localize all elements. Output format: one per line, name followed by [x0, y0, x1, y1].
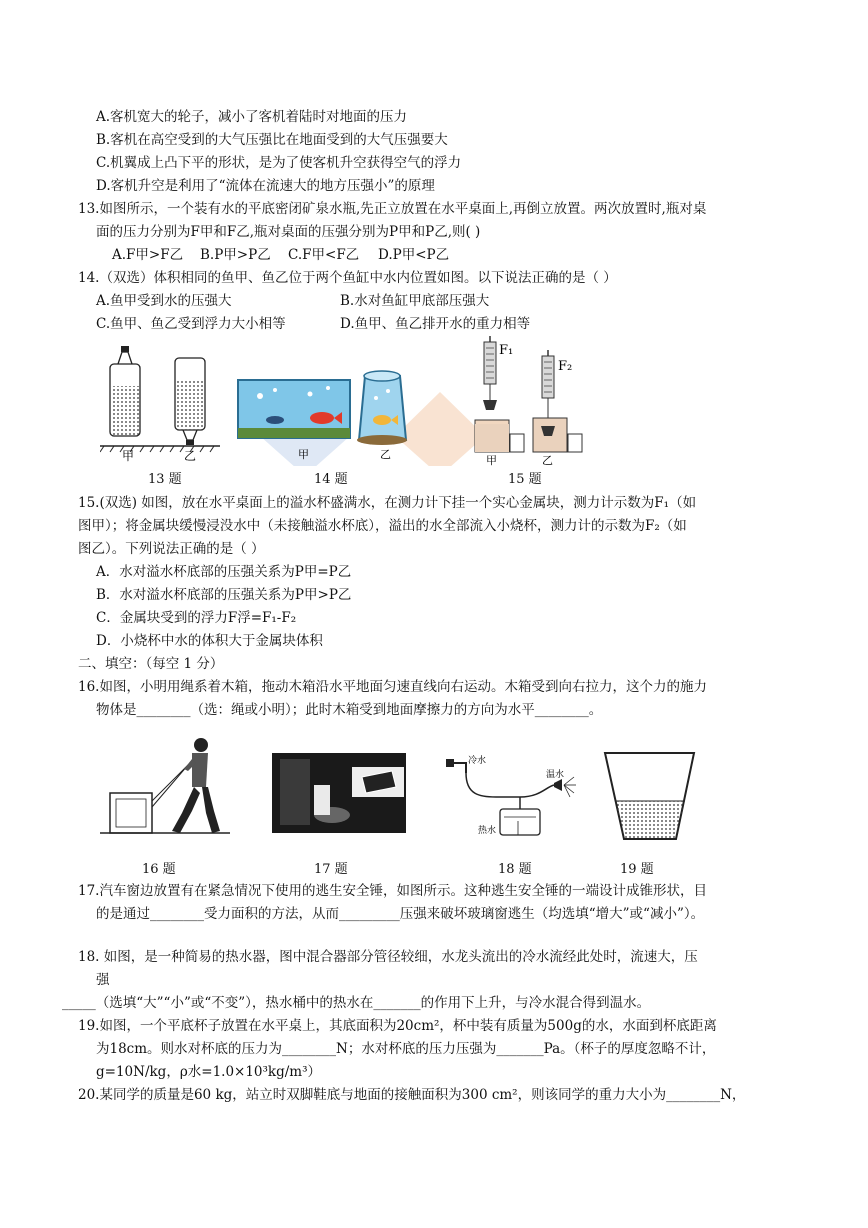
q20-stem-line1: 20.某同学的质量是60 kg，站立时双脚鞋底与地面的接触面积为300 cm²，则该同学的重力大小为________N， [78, 1087, 746, 1103]
q13-option-a: A.F甲>F乙 [112, 247, 184, 263]
watermark-shape [395, 392, 485, 466]
q14-option-c: C.鱼甲、鱼乙受到浮力大小相等 [96, 316, 286, 332]
q13-stem-line1: 13.如图所示，一个装有水的平底密闭矿泉水瓶,先正立放置在水平桌面上,再倒立放置。两次放置时,瓶对桌 [78, 201, 707, 217]
q14-option-d: D.鱼甲、鱼乙排开水的重力相等 [340, 316, 531, 332]
figure-row-13-14-15 [100, 336, 600, 466]
caption-16: 16 题 [142, 862, 176, 877]
label-warm-water: 温水 [546, 770, 565, 780]
caption-14: 14 题 [314, 472, 348, 487]
q14-option-a: A.鱼甲受到水的压强大 [96, 293, 232, 309]
q13-option-d: D.P甲<P乙 [378, 247, 450, 263]
q13-options [112, 244, 468, 266]
q17-stem-line2: 的是通过________受力面积的方法，从而_________压强来破坏玻璃窗逃生（均选填“增大”或“减小”）。 [96, 906, 705, 922]
figure-row-16-19 [100, 735, 700, 845]
section-2-heading: 二、填空：（每空 1 分） [78, 656, 224, 672]
caption-17: 17 题 [314, 862, 348, 877]
cup-with-water-figure [605, 753, 694, 839]
label-yi-13: 乙 [184, 449, 197, 463]
label-jia-15: 甲 [486, 454, 497, 466]
caption-19: 19 题 [620, 862, 654, 877]
escape-hammer-photo [272, 753, 406, 833]
caption-15: 15 题 [508, 472, 542, 487]
label-f2: F₂ [558, 359, 573, 374]
q12-option-b: B.客机在高空受到的大气压强比在地面受到的大气压强要大 [96, 132, 448, 148]
label-jia-14: 甲 [298, 448, 309, 461]
q19-stem-line2: 为18cm。则水对杯底的压力为________N；水对杯底的压力压强为_______Pa。（杯子的厚度忽略不计， [96, 1041, 716, 1057]
q15-option-c: C．金属块受到的浮力F浮=F₁-F₂ [96, 610, 297, 626]
q15-stem-line3: 图乙）。下列说法正确的是（ ） [78, 541, 265, 557]
q15-stem-line1: 15.(双选) 如图，放在水平桌面上的溢水杯盛满水，在测力计下挂一个实心金属块，测力计示数为F₁（如 [78, 495, 697, 511]
label-yi-14: 乙 [380, 448, 391, 461]
fish-tank-yi-figure [357, 371, 407, 445]
label-hot-water: 热水 [478, 826, 497, 836]
q13-option-c: C.F甲<F乙 [288, 247, 360, 263]
label-f1: F₁ [499, 343, 514, 358]
q16-stem-line2: 物体是________（选：绳或小明）；此时木箱受到地面摩擦力的方向为水平________。 [96, 702, 603, 718]
bottle-inverted-figure [175, 358, 205, 445]
q14-stem: 14.（双选）体积相同的鱼甲、鱼乙位于两个鱼缸中水内位置如图。以下说法正确的是（ ） [78, 270, 617, 286]
label-cold-water: 冷水 [468, 756, 487, 766]
fish-tank-jia-figure [238, 380, 350, 438]
q15-option-a: A．水对溢水杯底部的压强关系为P甲=P乙 [96, 564, 352, 580]
q12-option-d: D.客机升空是利用了“流体在流速大的地方压强小”的原理 [96, 178, 435, 194]
q13-option-b: B.P甲>P乙 [200, 247, 271, 263]
q15-option-b: B．水对溢水杯底部的压强关系为P甲>P乙 [96, 587, 352, 603]
q12-option-c: C.机翼成上凸下平的形状，是为了使客机升空获得空气的浮力 [96, 155, 462, 171]
bottle-upright-figure [110, 346, 140, 436]
q19-stem-line3: g=10N/kg，ρ水=1.0×10³kg/m³） [96, 1064, 322, 1080]
q18-stem-line2: 强 [96, 972, 110, 988]
caption-18: 18 题 [498, 862, 532, 877]
q13-stem-line2: 面的压力分别为F甲和F乙,瓶对桌面的压强分别为P甲和P乙,则( ) [96, 224, 481, 240]
label-jia-13: 甲 [122, 449, 135, 463]
person-pulling-box-figure [110, 738, 220, 833]
caption-13: 13 题 [148, 472, 182, 487]
q19-stem-line1: 19.如图，一个平底杯子放置在水平桌上，其底面积为20cm²，杯中装有质量为500g的水，水面到杯底距离 [78, 1018, 717, 1034]
q18-stem-line1: 18. 如图，是一种简易的热水器，图中混合器部分管径较细，水龙头流出的冷水流经此处时，流速大，压 [78, 949, 698, 965]
q14-option-b: B.水对鱼缸甲底部压强大 [340, 293, 490, 309]
q15-option-d: D．小烧杯中水的体积大于金属块体积 [96, 633, 323, 649]
q16-stem-line1: 16.如图，小明用绳系着木箱，拖动木箱沿水平地面匀速直线向右运动。木箱受到向右拉力，这个力的施力 [78, 679, 707, 695]
q17-stem-line1: 17.汽车窗边放置有在紧急情况下使用的逃生安全锤，如图所示。这种逃生安全锤的一端设计成锥形状，目 [78, 883, 707, 899]
q15-stem-line2: 图甲）；将金属块缓慢浸没水中（未接触溢水杯底），溢出的水全部流入小烧杯，测力计的示数为F₂（如 [78, 518, 687, 534]
label-yi-15: 乙 [542, 454, 553, 466]
q12-option-a: A.客机宽大的轮子，减小了客机着陆时对地面的压力 [96, 109, 408, 125]
q18-stem-line3: _____（选填“大”“小”或“不变”），热水桶中的热水在_______的作用下上升，与冷水混合得到温水。 [62, 995, 651, 1011]
